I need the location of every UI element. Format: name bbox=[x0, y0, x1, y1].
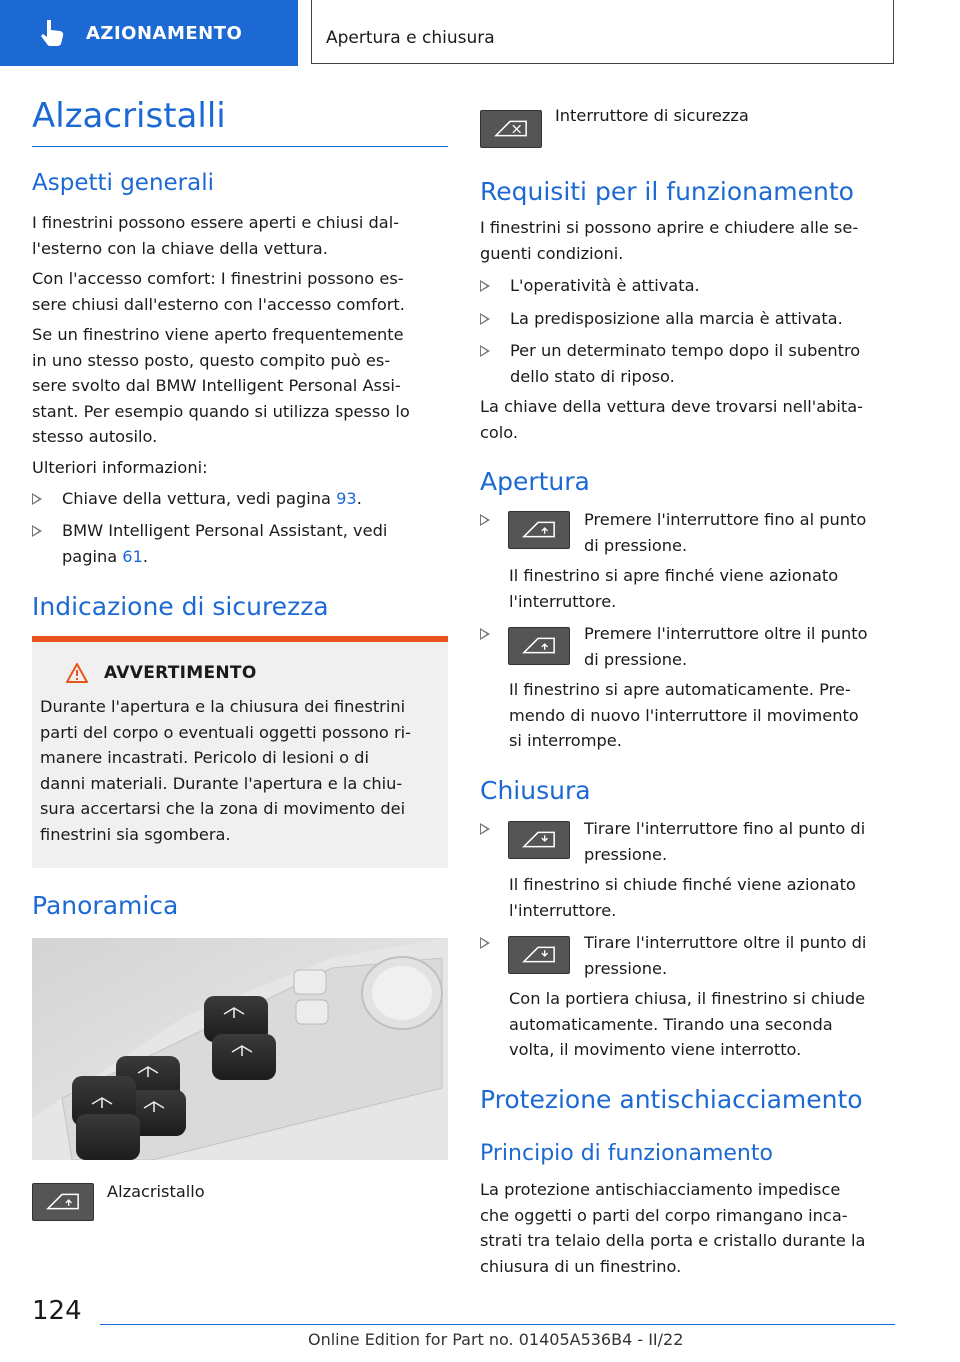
window-close-auto-icon bbox=[508, 936, 570, 974]
list-item: L'operatività è attivata. bbox=[480, 273, 896, 299]
bullet-triangle-icon bbox=[480, 280, 490, 292]
page-link-61[interactable]: 61 bbox=[122, 546, 143, 566]
bullet-triangle-icon bbox=[480, 823, 490, 835]
paragraph-requirements: I finestrini si possono aprire e chiudere alle se- guenti condizioni. bbox=[480, 218, 859, 263]
list-item: Chiave della vettura, vedi pagina 93. bbox=[32, 486, 448, 512]
bullet-triangle-icon bbox=[32, 525, 42, 537]
heading-anti-pinch: Protezione antischiacciamento bbox=[480, 1085, 863, 1114]
bullet-triangle-icon bbox=[480, 514, 490, 526]
step-close-1-desc: Il finestrino si chiude finché viene azionato l'interruttore. bbox=[509, 875, 856, 920]
paragraph-general-2: Con l'accesso comfort: I finestrini possono es- sere chiusi dall'esterno con l'accesso comfort. bbox=[32, 269, 405, 314]
paragraph-general-1: I finestrini possono essere aperti e chiusi dal- l'esterno con la chiave della vettura. bbox=[32, 213, 400, 258]
step-close-1: Tirare l'interruttore fino al punto di pressione. bbox=[584, 819, 866, 864]
window-switch-illustration bbox=[32, 938, 448, 1160]
paragraph-more-info: Ulteriori informazioni: bbox=[32, 458, 208, 477]
warning-label: AVVERTIMENTO bbox=[104, 663, 257, 683]
legend-window-lifter: Alzacristallo bbox=[107, 1182, 205, 1201]
heading-open: Apertura bbox=[480, 467, 590, 496]
window-close-icon bbox=[508, 821, 570, 859]
footer-edition: Online Edition for Part no. 01405A536B4 - II/22 bbox=[308, 1330, 684, 1349]
warning-text: Durante l'apertura e la chiusura dei finestrini parti del corpo o eventuali oggetti possono ri- manere incastrati. Pericolo di lesioni o di danni materiali. Durante l'apertura e la chiu- sura accertarsi che la zona di movimento dei finestrini sia sgombera. bbox=[40, 697, 411, 844]
heading-safety: Indicazione di sicurezza bbox=[32, 592, 329, 621]
safety-switch-icon bbox=[480, 110, 542, 148]
list-item: La predisposizione alla marcia è attivata. bbox=[480, 306, 896, 332]
warning-header bbox=[66, 663, 257, 683]
heading-function-principle: Principio di funzionamento bbox=[480, 1141, 773, 1166]
list-item: Per un determinato tempo dopo il subentro dello stato di riposo. bbox=[480, 338, 896, 389]
bullet-triangle-icon bbox=[480, 937, 490, 949]
page-link-93[interactable]: 93 bbox=[336, 489, 357, 508]
warning-box bbox=[32, 636, 448, 868]
page-number: 124 bbox=[32, 1296, 82, 1326]
step-close-2: Tirare l'interruttore oltre il punto di pressione. bbox=[584, 933, 867, 978]
paragraph-general-3: Se un finestrino viene aperto frequentemente in uno stesso posto, questo compito può es- sere svolto dal BMW Intelligent Personal Assi- stant. Per esempio quando si utilizza spesso lo stesso autosilo. bbox=[32, 325, 410, 446]
chapter-box bbox=[311, 0, 894, 64]
legend-safety-switch: Interruttore di sicurezza bbox=[555, 106, 749, 125]
hand-pointer-icon bbox=[38, 18, 66, 48]
bullet-triangle-icon bbox=[480, 313, 490, 325]
paragraph-anti-pinch: La protezione antischiacciamento impedisce che oggetti o parti del corpo rimangano inca- strati tra telaio della porta e cristallo durante la chiusura di un finestrino. bbox=[480, 1180, 866, 1276]
step-open-1-desc: Il finestrino si apre finché viene azionato l'interruttore. bbox=[509, 566, 839, 611]
chapter-label: Apertura e chiusura bbox=[326, 28, 495, 48]
heading-requirements: Requisiti per il funzionamento bbox=[480, 177, 854, 206]
step-open-2: Premere l'interruttore oltre il punto di pressione. bbox=[584, 624, 868, 669]
section-tab bbox=[0, 0, 298, 66]
heading-overview: Panoramica bbox=[32, 891, 179, 920]
paragraph-key: La chiave della vettura deve trovarsi nell'abita- colo. bbox=[480, 397, 864, 442]
bullet-triangle-icon bbox=[480, 628, 490, 640]
section-label: AZIONAMENTO bbox=[86, 22, 243, 44]
heading-close: Chiusura bbox=[480, 776, 591, 805]
page-title: Alzacristalli bbox=[32, 96, 226, 136]
step-close-2-desc: Con la portiera chiusa, il finestrino si chiude automaticamente. Tirando una seconda volta, il movimento viene interrotto. bbox=[509, 989, 866, 1059]
window-lifter-icon bbox=[32, 1183, 94, 1221]
warning-triangle-icon bbox=[66, 663, 88, 683]
step-open-2-desc: Il finestrino si apre automaticamente. Pre- mendo di nuovo l'interruttore il movimento si interrompe. bbox=[509, 680, 859, 750]
step-open-1: Premere l'interruttore fino al punto di pressione. bbox=[584, 510, 867, 555]
heading-general: Aspetti generali bbox=[32, 170, 215, 196]
window-open-auto-icon bbox=[508, 627, 570, 665]
warning-bar bbox=[32, 636, 448, 642]
title-divider bbox=[32, 146, 448, 147]
bullet-triangle-icon bbox=[32, 493, 42, 505]
window-open-icon bbox=[508, 511, 570, 549]
bullet-triangle-icon bbox=[480, 345, 490, 357]
window-switch-photo bbox=[32, 938, 448, 1160]
list-item: BMW Intelligent Personal Assistant, vedi pagina 61. bbox=[32, 518, 448, 569]
footer-divider bbox=[100, 1324, 895, 1325]
